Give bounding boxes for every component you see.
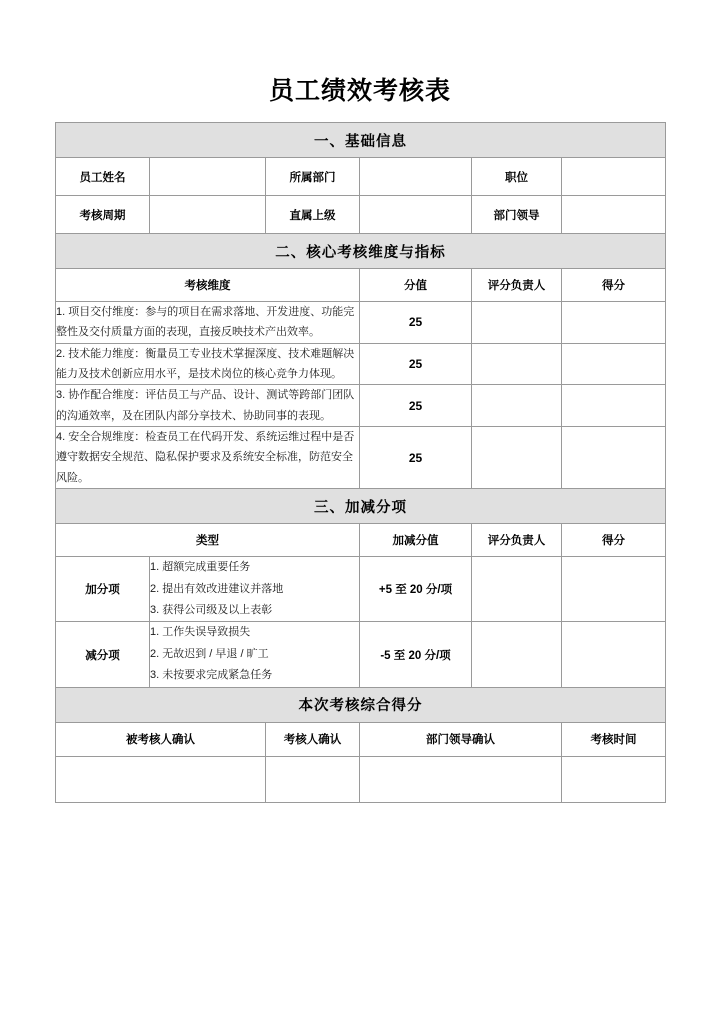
table-row [56,302,666,344]
dimension-result-4[interactable] [562,427,666,489]
list-item: 3. 获得公司级及以上表彰 [150,603,273,616]
dimension-reviewer-1[interactable] [472,302,562,344]
column-header-adjust-reviewer: 评分负责人 [472,524,562,557]
field-direct-supervisor[interactable] [360,196,472,234]
adjustment-type-penalty: 减分项 [56,622,150,687]
list-item: 2. 无故迟到 / 早退 / 旷工 [150,647,269,660]
adjustment-value-penalty: -5 至 20 分/项 [360,622,472,687]
performance-evaluation-table [55,122,666,803]
label-employee-name: 员工姓名 [56,158,150,196]
dimension-result-3[interactable] [562,385,666,427]
dimension-reviewer-4[interactable] [472,427,562,489]
dimensions-column-header-row [56,269,666,302]
table-row [56,385,666,427]
section-dimensions-header-row [56,234,666,269]
label-department-leader: 部门领导 [472,196,562,234]
dimension-result-2[interactable] [562,343,666,385]
dimension-result-1[interactable] [562,302,666,344]
section-adjustments-heading: 三、加减分项 [56,489,666,524]
adjustments-column-header-row [56,524,666,557]
label-review-period: 考核周期 [56,196,150,234]
adjustment-reviewer-penalty[interactable] [472,622,562,687]
field-review-date[interactable] [562,756,666,802]
list-item: 1. 超额完成重要任务 [150,561,251,574]
field-review-period[interactable] [150,196,266,234]
dimension-text-4: 4. 安全合规维度：检查员工在代码开发、系统运维过程中是否遵守数据安全规范、隐私保护要求及系统安全标准，防范安全风险。 [56,427,360,489]
label-department: 所属部门 [266,158,360,196]
column-header-adjust-value: 加减分值 [360,524,472,557]
adjustment-type-bonus: 加分项 [56,557,150,622]
dimension-text-2: 2. 技术能力维度：衡量员工专业技术掌握深度、技术难题解决能力及技术创新应用水平，是技术岗位的核心竞争力体现。 [56,343,360,385]
field-leader-confirm[interactable] [360,756,562,802]
dimension-score-2: 25 [360,343,472,385]
adjustment-result-bonus[interactable] [562,557,666,622]
column-header-score-value: 分值 [360,269,472,302]
section-dimensions-heading: 二、核心考核维度与指标 [56,234,666,269]
column-header-result: 得分 [562,269,666,302]
field-department-leader[interactable] [562,196,666,234]
column-header-reviewer-confirm: 考核人确认 [266,722,360,756]
column-header-type: 类型 [56,524,360,557]
page-title: 员工绩效考核表 [268,77,451,105]
section-total-heading: 本次考核综合得分 [56,687,666,722]
label-direct-supervisor: 直属上级 [266,196,360,234]
signature-blank-row [56,756,666,802]
field-position[interactable] [562,158,666,196]
dimension-text-3: 3. 协作配合维度：评估员工与产品、设计、测试等跨部门团队的沟通效率，及在团队内部分享技术、协助同事的表现。 [56,385,360,427]
adjustment-reviewer-bonus[interactable] [472,557,562,622]
label-position: 职位 [472,158,562,196]
column-header-dimension: 考核维度 [56,269,360,302]
adjustment-result-penalty[interactable] [562,622,666,687]
table-row [56,557,666,622]
adjustment-value-bonus: +5 至 20 分/项 [360,557,472,622]
dimension-text-1: 1. 项目交付维度：参与的项目在需求落地、开发进度、功能完整性及交付质量方面的表现，直接反映技术产出效率。 [56,302,360,344]
field-reviewer-confirm[interactable] [266,756,360,802]
list-item: 1. 工作失误导致损失 [150,626,251,639]
adjustment-items-bonus [150,557,360,622]
dimension-score-1: 25 [360,302,472,344]
section-total-header-row [56,687,666,722]
adjustment-items-penalty [150,622,360,687]
dimension-reviewer-3[interactable] [472,385,562,427]
list-item: 2. 提出有效改进建议并落地 [150,582,284,595]
basic-info-row [56,158,666,196]
field-reviewee-confirm[interactable] [56,756,266,802]
column-header-review-date: 考核时间 [562,722,666,756]
list-item: 3. 未按要求完成紧急任务 [150,669,273,682]
dimension-score-3: 25 [360,385,472,427]
dimension-score-4: 25 [360,427,472,489]
column-header-leader-confirm: 部门领导确认 [360,722,562,756]
section-adjustments-header-row [56,489,666,524]
column-header-reviewer: 评分负责人 [472,269,562,302]
section-basic-header-row [56,123,666,158]
field-department[interactable] [360,158,472,196]
column-header-reviewee-confirm: 被考核人确认 [56,722,266,756]
signature-header-row [56,722,666,756]
column-header-adjust-result: 得分 [562,524,666,557]
table-row [56,622,666,687]
basic-info-row [56,196,666,234]
field-employee-name[interactable] [150,158,266,196]
table-row [56,427,666,489]
table-row [56,343,666,385]
section-basic-heading: 一、基础信息 [56,123,666,158]
dimension-reviewer-2[interactable] [472,343,562,385]
